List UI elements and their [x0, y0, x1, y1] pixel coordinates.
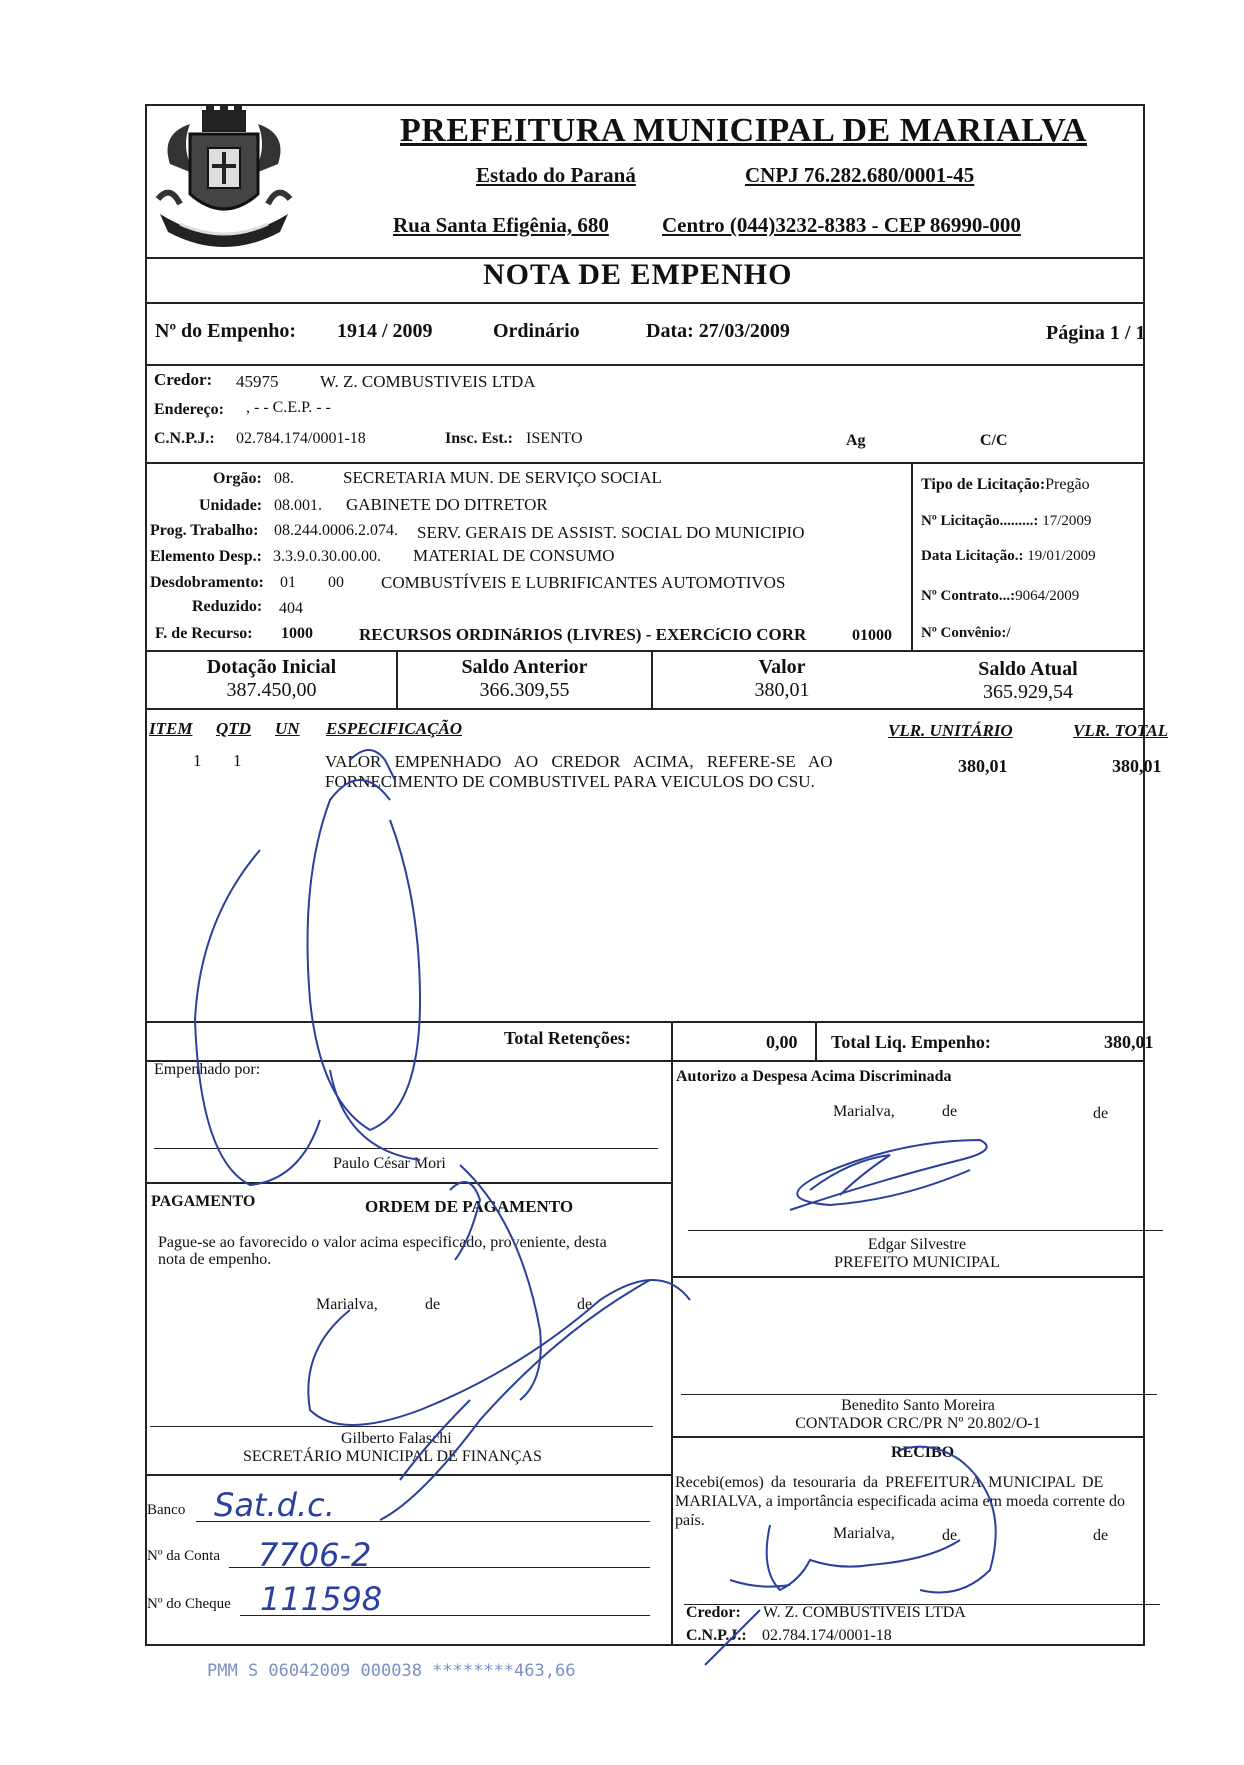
address-label: Endereço: — [154, 401, 224, 418]
pague-text-1: Pague-se ao favorecido o valor acima especificado, proveniente, desta — [158, 1234, 607, 1251]
orgao-label: Orgão: — [213, 470, 262, 487]
row-qtd: 1 — [233, 751, 242, 770]
page-number: Página 1 / 1 — [1046, 322, 1146, 344]
prefeitura-contact: Centro (044)3232-8383 - CEP 86990-000 — [662, 213, 1021, 237]
dotacao-inicial-cell — [147, 656, 396, 702]
credor-name: W. Z. COMBUSTIVEIS LTDA — [320, 372, 536, 391]
empenho-label: Nº do Empenho: — [155, 320, 297, 342]
liq-empenho-value: 380,01 — [1104, 1032, 1154, 1052]
recibo-credor-value: W. Z. COMBUSTIVEIS LTDA — [763, 1604, 966, 1621]
recibo-title: RECIBO — [891, 1444, 955, 1461]
row-spec-line1: VALOR EMPENHADO AO CREDOR ACIMA, REFERE-SE AO — [325, 752, 833, 771]
credor-code: 45975 — [236, 372, 279, 391]
tipo-licitacao-value: Pregão — [1045, 476, 1090, 493]
prefeitura-title: PREFEITURA MUNICIPAL DE MARIALVA — [400, 112, 1087, 149]
agency-label: Ag — [846, 432, 866, 449]
saldo-atual-value: 365.929,54 — [983, 681, 1073, 703]
dotacao-value: 387.450,00 — [226, 679, 317, 701]
autorizo-text: Autorizo a Despesa Acima Discriminada — [676, 1068, 952, 1085]
state-name: Estado do Paraná — [476, 163, 636, 187]
secretario-name: Gilberto Falaschi — [341, 1430, 452, 1447]
recurso-name: RECURSOS ORDINáRIOS (LIVRES) - EXERCíCIO CORR — [359, 625, 807, 644]
recibo-text-1: Recebi(emos) da tesouraria da PREFEITURA MUNICIPAL DE — [675, 1474, 1104, 1491]
autorizo-de-1: de — [942, 1103, 958, 1120]
elemento-code: 3.3.9.0.30.00.00. — [273, 548, 381, 565]
retencoes-value: 0,00 — [766, 1032, 798, 1052]
ordem-de-1: de — [425, 1296, 441, 1313]
desdobramento-label: Desdobramento: — [150, 574, 264, 591]
prog-label: Prog. Trabalho: — [150, 522, 259, 539]
ordem-marialva: Marialva, — [316, 1296, 378, 1313]
pague-text-2: nota de empenho. — [158, 1251, 272, 1268]
orgao-name: SECRETARIA MUN. DE SERVIÇO SOCIAL — [343, 468, 662, 487]
conta-label: Nº da Conta — [147, 1548, 220, 1564]
address-value: , - - C.E.P. - - — [246, 399, 331, 416]
prefeitura-cnpj: CNPJ 76.282.680/0001-45 — [745, 163, 975, 187]
secretario-title: SECRETÁRIO MUNICIPAL DE FINANÇAS — [243, 1448, 542, 1465]
credor-cnpj-label: C.N.P.J.: — [154, 430, 215, 447]
empenho-type: Ordinário — [493, 320, 580, 342]
ordem-pagamento-label: ORDEM DE PAGAMENTO — [365, 1197, 574, 1216]
empenho-number: 1914 / 2009 — [337, 320, 433, 342]
desdobramento-name: COMBUSTÍVEIS E LUBRIFICANTES AUTOMOTIVOS — [381, 573, 786, 592]
account-label: C/C — [980, 432, 1008, 449]
col-item: ITEM — [149, 719, 193, 738]
autorizo-marialva: Marialva, — [833, 1103, 895, 1120]
contador-title: CONTADOR CRC/PR Nº 20.802/O-1 — [795, 1415, 1041, 1432]
col-vlr-total: VLR. TOTAL — [1073, 721, 1169, 740]
desdobramento-a: 01 — [280, 574, 296, 591]
prefeito-name: Edgar Silvestre — [867, 1236, 967, 1253]
unidade-name: GABINETE DO DITRETOR — [346, 495, 548, 514]
row-total-value: 380,01 — [1112, 756, 1162, 776]
unidade-label: Unidade: — [199, 497, 263, 514]
col-un: UN — [275, 719, 300, 738]
saldo-anterior-label: Saldo Anterior — [461, 656, 588, 678]
row-unit-value: 380,01 — [958, 756, 1008, 776]
desdobramento-b: 00 — [328, 574, 344, 591]
recurso-code: 1000 — [281, 625, 313, 642]
document-title: NOTA DE EMPENHO — [483, 258, 793, 291]
recibo-cnpj-label: C.N.P.J.: — [686, 1627, 747, 1644]
recibo-de-2: de — [1093, 1527, 1109, 1544]
recibo-text-2: MARIALVA, a importância especificada acima em moeda corrente do — [675, 1493, 1126, 1510]
recibo-text-3: país. — [675, 1512, 705, 1529]
contador-name: Benedito Santo Moreira — [841, 1397, 995, 1414]
empenhado-por-label: Empenhado por: — [154, 1061, 261, 1078]
row-item: 1 — [193, 751, 202, 770]
recibo-cnpj-value: 02.784.174/0001-18 — [762, 1627, 892, 1644]
convenio-label: Nº Convênio:/ — [921, 625, 1011, 641]
payment-stamp: PMM S 06042009 000038 ********463,66 — [207, 1661, 576, 1681]
banco-label: Banco — [147, 1502, 186, 1518]
empenhado-name: Paulo César Mori — [333, 1155, 446, 1172]
autorizo-de-2: de — [1093, 1105, 1109, 1122]
dotacao-label: Dotação Inicial — [206, 656, 337, 678]
retencoes-label: Total Retenções: — [504, 1028, 631, 1048]
cheque-value: 111598 — [260, 1580, 383, 1618]
col-especificacao: ESPECIFICAÇÃO — [326, 719, 463, 738]
liq-empenho-label: Total Liq. Empenho: — [831, 1032, 991, 1052]
valor-cell — [653, 656, 911, 702]
cheque-label: Nº do Cheque — [147, 1596, 231, 1612]
row-spec-line2: FORNECIMENTO DE COMBUSTIVEL PARA VEICULOS DO CSU. — [325, 772, 815, 791]
licitacao-number: Nº Licitação.........: 17/2009 — [921, 513, 1092, 529]
credor-label: Credor: — [154, 370, 213, 389]
conta-value: 7706-2 — [258, 1536, 372, 1574]
col-vlr-unitario: VLR. UNITÁRIO — [888, 721, 1013, 740]
banco-value: Sat.d.c. — [214, 1486, 335, 1524]
tipo-licitacao-label: Tipo de Licitação:Pregão — [921, 476, 1090, 493]
saldo-atual-label: Saldo Atual — [978, 658, 1078, 680]
col-qtd: QTD — [216, 719, 251, 738]
valor-value: 380,01 — [754, 679, 810, 701]
prog-code: 08.244.0006.2.074. — [274, 522, 398, 539]
unidade-code: 08.001. — [274, 497, 322, 514]
pagamento-label: PAGAMENTO — [151, 1193, 256, 1210]
saldo-anterior-value: 366.309,55 — [479, 679, 570, 701]
recurso-label: F. de Recurso: — [155, 625, 253, 642]
prefeitura-address: Rua Santa Efigênia, 680 — [393, 213, 609, 237]
licitacao-date: Data Licitação.: 19/01/2009 — [921, 548, 1096, 564]
valor-label: Valor — [758, 656, 806, 678]
orgao-code: 08. — [274, 470, 294, 487]
credor-cnpj-value: 02.784.174/0001-18 — [236, 430, 366, 447]
insc-label: Insc. Est.: — [445, 430, 514, 447]
recibo-de-1: de — [942, 1527, 958, 1544]
recibo-marialva: Marialva, — [833, 1525, 895, 1542]
table-row — [145, 748, 1162, 798]
elemento-name: MATERIAL DE CONSUMO — [413, 546, 615, 565]
ordem-de-2: de — [577, 1296, 593, 1313]
reduzido-value: 404 — [279, 600, 303, 617]
saldo-anterior-cell — [398, 656, 651, 702]
saldo-atual-cell — [913, 658, 1143, 704]
recurso-number: 01000 — [852, 627, 892, 644]
contrato-number: Nº Contrato...:9064/2009 — [921, 588, 1080, 604]
prefeito-title: PREFEITO MUNICIPAL — [834, 1254, 1000, 1271]
recibo-credor-label: Credor: — [686, 1604, 741, 1621]
empenho-date: Data: 27/03/2009 — [646, 320, 790, 342]
elemento-label: Elemento Desp.: — [150, 548, 262, 565]
insc-value: ISENTO — [526, 430, 583, 447]
reduzido-label: Reduzido: — [192, 598, 263, 615]
prog-name: SERV. GERAIS DE ASSIST. SOCIAL DO MUNICIPIO — [417, 523, 805, 542]
